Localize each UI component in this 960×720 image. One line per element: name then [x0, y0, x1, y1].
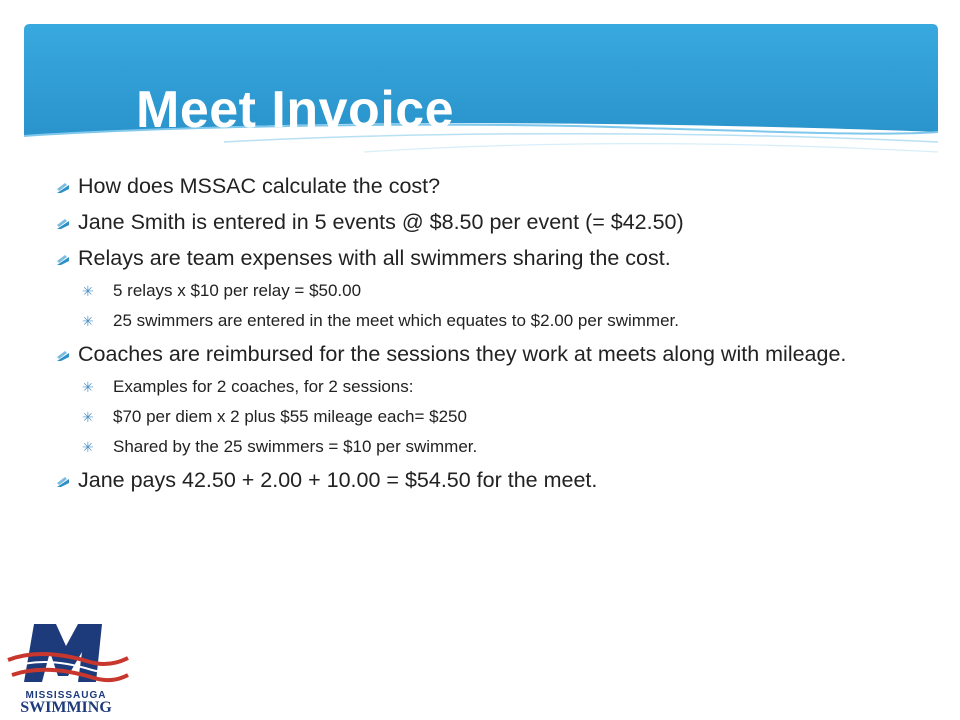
bullet-text: Jane pays 42.50 + 2.00 + 10.00 = $54.50 for the meet.: [78, 468, 598, 492]
sub-bullet-item: [56, 436, 936, 458]
bullet-marker-icon: [56, 216, 70, 230]
bullet-text: Jane Smith is entered in 5 events @ $8.50 per event (= $42.50): [78, 210, 684, 234]
bullet-item: [56, 172, 936, 200]
bullet-item: [56, 340, 936, 368]
page-title: Meet Invoice: [136, 81, 455, 139]
logo-text-top: MISSISSAUGA: [25, 690, 107, 701]
bullet-text: How does MSSAC calculate the cost?: [78, 174, 441, 198]
sub-bullet-item: [56, 280, 936, 302]
sub-bullet-text: Shared by the 25 swimmers = $10 per swimmer.: [113, 437, 478, 456]
asterisk-bullet-icon: ✳: [82, 409, 94, 425]
asterisk-bullet-icon: ✳: [82, 283, 94, 299]
sub-bullet-text: 25 swimmers are entered in the meet which equates to $2.00 per swimmer.: [113, 311, 679, 330]
sub-bullet-text: $70 per diem x 2 plus $55 mileage each= $250: [113, 407, 467, 426]
sub-bullet-text: 5 relays x $10 per relay = $50.00: [113, 281, 362, 300]
asterisk-bullet-icon: ✳: [82, 379, 94, 395]
sub-bullet-text: Examples for 2 coaches, for 2 sessions:: [113, 377, 414, 396]
logo-text-bottom: SWIMMING: [20, 699, 112, 716]
bullet-item: [56, 244, 936, 272]
bullet-item: [56, 466, 936, 494]
title-banner: [24, 24, 938, 160]
bullet-marker-icon: [56, 252, 70, 266]
bullet-item: [56, 208, 936, 236]
asterisk-bullet-icon: ✳: [82, 439, 94, 455]
sub-bullet-item: [56, 376, 936, 398]
bullet-marker-icon: [56, 348, 70, 362]
bullet-list: [56, 172, 936, 502]
sub-bullet-item: [56, 406, 936, 428]
bullet-marker-icon: [56, 474, 70, 488]
bullet-text: Coaches are reimbursed for the sessions they work at meets along with mileage.: [78, 342, 847, 366]
sub-bullet-item: [56, 310, 936, 332]
asterisk-bullet-icon: ✳: [82, 313, 94, 329]
bullet-marker-icon: [56, 180, 70, 194]
bullet-text: Relays are team expenses with all swimmers sharing the cost.: [78, 246, 671, 270]
